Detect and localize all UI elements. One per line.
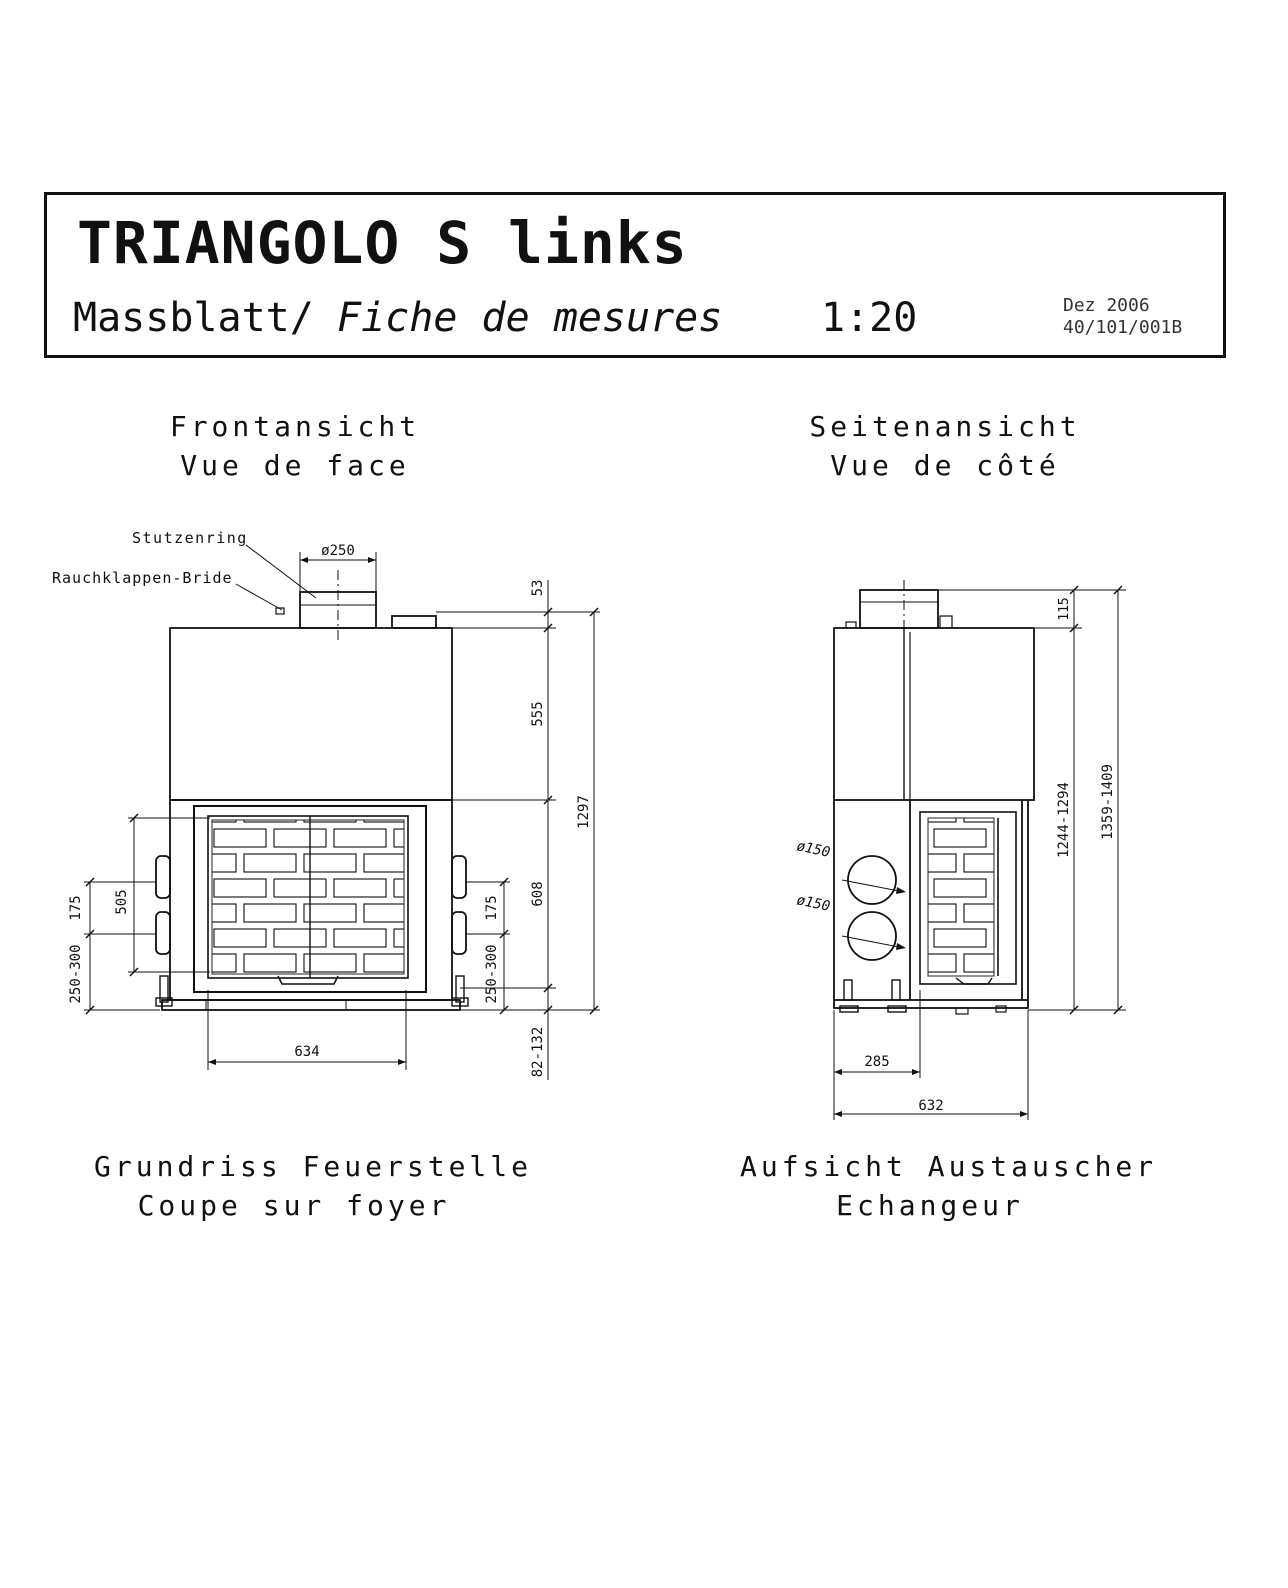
- front-base: [162, 1000, 460, 1010]
- label-stutzenring: Stutzenring: [132, 529, 248, 547]
- drawing-scale: 1:20: [821, 295, 918, 341]
- dim-width: 634: [294, 1044, 320, 1060]
- subtitle-german: Massblatt/: [73, 295, 314, 341]
- side-base: [834, 1000, 1028, 1008]
- dim-hood-height: 555: [530, 701, 546, 727]
- dim-opening-height: 608: [530, 881, 546, 907]
- label-rauchklappen-bride: Rauchklappen-Bride: [52, 569, 233, 587]
- front-view-title-de: Frontansicht: [169, 410, 421, 443]
- air-vent-right-upper: [452, 856, 466, 898]
- dim-duct-lower: ø150: [795, 892, 832, 915]
- dim-total-height: 1297: [576, 795, 592, 829]
- air-vent-right-lower: [452, 912, 466, 954]
- front-caption-de: Grundriss Feuerstelle: [94, 1150, 533, 1183]
- dim-side-height-b: 1359-1409: [1100, 764, 1116, 840]
- front-caption: [94, 1150, 533, 1222]
- side-hood: [834, 628, 1034, 800]
- drawing-date: Dez 2006: [1063, 295, 1150, 316]
- air-vent-left-lower: [156, 912, 170, 954]
- duct-upper: [848, 856, 896, 904]
- side-firebrick-lining: [928, 818, 994, 976]
- drawing-title: TRIANGOLO S links: [77, 209, 688, 277]
- air-vent-left-upper: [156, 856, 170, 898]
- dim-side-top-offset: 115: [1057, 597, 1072, 621]
- side-caption-de: Aufsicht Austauscher: [740, 1150, 1158, 1183]
- dim-side-offset: 285: [864, 1054, 890, 1070]
- side-flue-collar: [860, 590, 938, 628]
- side-caption: [740, 1150, 1158, 1222]
- dim-base-right: 250-300: [484, 944, 500, 1004]
- side-caption-fr: Echangeur: [836, 1189, 1024, 1222]
- front-view-title-fr: Vue de face: [180, 449, 410, 482]
- side-view-drawing: [834, 580, 1034, 1014]
- front-dimension-ticks: [208, 557, 406, 1065]
- drawing-number: 40/101/001B: [1063, 317, 1183, 338]
- dim-feet: 82-132: [530, 1026, 546, 1078]
- front-view-drawing: [156, 570, 468, 1010]
- firebrick-lining: [212, 820, 404, 974]
- side-view-title-fr: Vue de côté: [830, 449, 1060, 482]
- dim-flue-diameter: ø250: [321, 543, 355, 559]
- dim-inner-left: 505: [114, 889, 130, 915]
- dim-vent-spacing-left: 175: [68, 895, 84, 921]
- damper-flange: [392, 616, 436, 628]
- subtitle-french: Fiche de mesures: [337, 295, 723, 341]
- front-leaders: [236, 545, 316, 610]
- duct-lower: [848, 912, 896, 960]
- dim-base-left: 250-300: [68, 944, 84, 1004]
- side-view-title-de: Seitenansicht: [809, 410, 1081, 443]
- side-duct-arrows: [896, 887, 906, 950]
- dim-top-offset: 53: [530, 579, 546, 597]
- dim-side-depth: 632: [918, 1098, 944, 1114]
- front-caption-fr: Coupe sur foyer: [137, 1189, 451, 1222]
- dim-side-height-a: 1244-1294: [1056, 782, 1072, 858]
- dim-duct-upper: ø150: [795, 838, 832, 861]
- front-hood: [170, 628, 452, 800]
- dim-vent-spacing-right: 175: [484, 895, 500, 921]
